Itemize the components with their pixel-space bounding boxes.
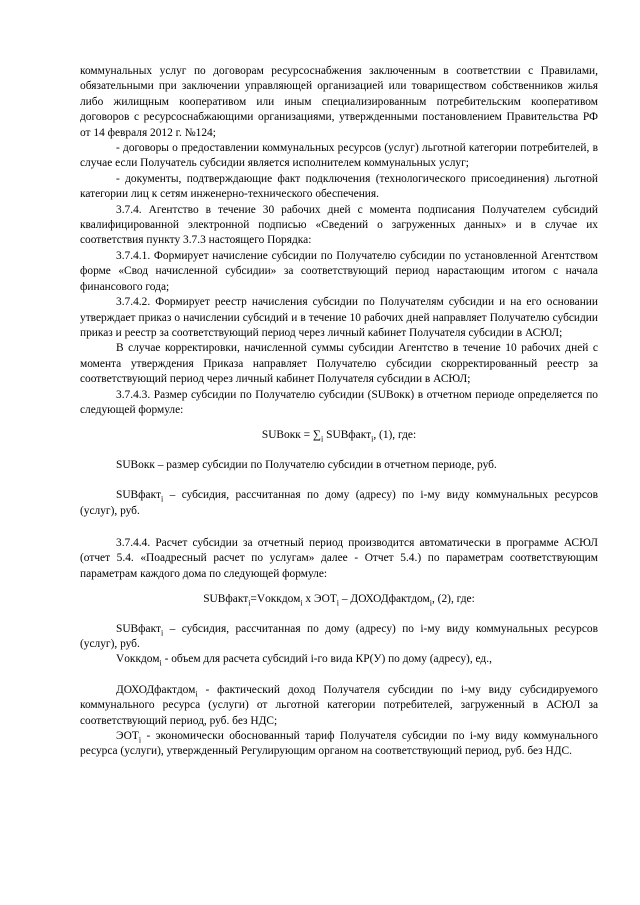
definition-sub-fakt: SUBфакт$_i$ – субсидия, рассчитанная по дому (адресу) по i-му виду коммунальных ресурсов (услуг), руб.	[80, 489, 598, 517]
paragraph-3-7-4-2: 3.7.4.2. Формирует реестр начисления субсидии по Получателям субсидии и на его основании утверждает приказ о начислении субсидий и в течение 10 рабочих дней направляет Получателю субсидии приказ и реестр за соответствующий период через личный кабинет Получателя субсидии в АСЮЛ;	[80, 296, 598, 339]
definition-eot: $ЭОТ_i$ - экономически обоснованный тариф Получателя субсидии по i-му виду коммунального ресурса (услуги), утвержденный Регулирующим органом на соответствующий период, руб. без НДС.	[80, 730, 598, 758]
definition-v-okk: Vоккдом$_i$ - объем для расчета субсидий i-го вида КР(У) по дому (адресу), ед.,	[116, 653, 492, 668]
paragraph-utilities-contracts: коммунальных услуг по договорам ресурсоснабжения заключенным в соответствии с Правилами, обязательными при заключении управляющей организацией или товариществом собственников жилья либо жилищным кооперативом или иным специализированным потребительским кооперативом договоров с ресурсоснабжающими организациями, утвержденными постановлением Правительства РФ от 14 февраля 2012 г. №124;	[80, 65, 598, 139]
paragraph-3-7-4: 3.7.4. Агентство в течение 30 рабочих дней с момента подписания Получателем субсидий квалифицированной электронной подписью «Сведений о загруженных данных» и в случае их соответствия пункту 3.7.3 настоящего Порядка:	[80, 203, 598, 247]
definition-sub-fakt-2: SUBфакт$_i$ – субсидия, рассчитанная по дому (адресу) по i-му виду коммунальных ресурсов (услуг), руб.	[80, 622, 598, 650]
formula-2: SUBфакт$_i$=Vоккдом$_i$ х $ЭОТ_i$ – ДОХОДфактдом$_i$, (2), где:	[203, 593, 475, 608]
paragraph-3-7-4-4: 3.7.4.4. Расчет субсидии за отчетный период производится автоматически в программе АСЮЛ (отчет 5.4. «Поадресный расчет по услугам» далее - Отчет 5.4.) по параметрам соответствующим параметрам каждого дома по следующей формуле:	[80, 536, 598, 580]
document-page	[80, 64, 598, 760]
paragraph-connection-documents: - документы, подтверждающие факт подключения (технологического присоединения) льготной категории лиц к сетям инженерно-технического обеспечения.	[80, 172, 598, 201]
paragraph-3-7-4-1: 3.7.4.1. Формирует начисление субсидии по Получателю субсидии по установленной Агентством форме «Свод начисленной субсидии» за соответствующий период нарастающим итогом с начала финансового года;	[80, 249, 598, 293]
paragraph-correction: В случае корректировки, начисленной суммы субсидии Агентство в течение 10 рабочих дней с момента утверждения Приказа направляет Получателю субсидии скорректированный реестр за соответствующий период через личный кабинет Получателя субсидии в АСЮЛ;	[80, 342, 598, 386]
paragraph-3-7-4-3: 3.7.4.3. Размер субсидии по Получателю субсидии (SUBокк) в отчетном периоде определяется по следующей формуле:	[80, 388, 598, 416]
definition-income: ДОХОДфактдом$_i$ - фактический доход Получателя субсидии по i-му виду субсидируемого коммунального ресурса (услуги) от льготной категории потребителей, загруженный в АСЮЛ за соответствующий период, руб. без НДС;	[80, 683, 598, 727]
paragraph-resource-contracts: - договоры о предоставлении коммунальных ресурсов (услуг) льготной категории потребителей, в случае если Получатель субсидии является исполнителем коммунальных услуг;	[80, 142, 598, 170]
formula-1: SUBокк = $\sum_i$ SUBфакт$_i$, (1), где:	[261, 429, 417, 444]
definition-sub-okk: SUBокк – размер субсидии по Получателю субсидии в отчетном периоде, руб.	[116, 458, 497, 471]
